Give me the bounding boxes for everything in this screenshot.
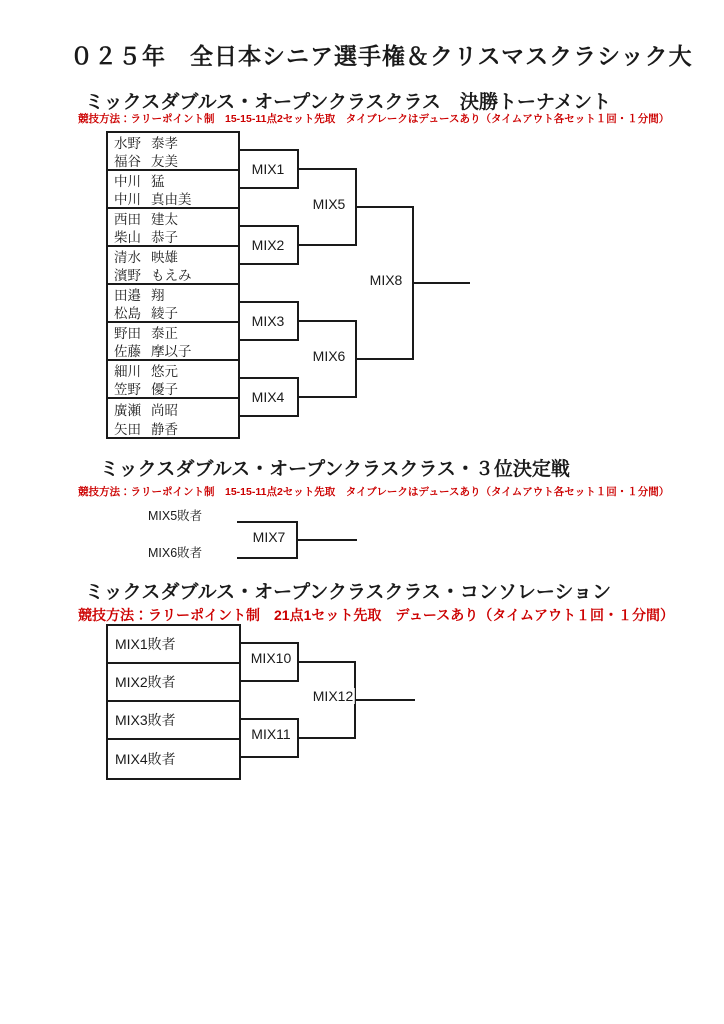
player-surname: 矢田	[114, 421, 141, 437]
player-row	[108, 247, 238, 265]
match-label-mix4: MIX4	[251, 389, 285, 405]
player-givenname: 泰正	[151, 326, 178, 341]
player-surname: 濱野	[114, 268, 141, 283]
consolation-entrant-4: MIX4敗者	[115, 751, 176, 767]
match-label-mix8: MIX8	[369, 272, 403, 288]
consolation-rules: 競技方法：ラリーポイント制 21点1セット先取 デュースあり（タイムアウト１回・１分間）	[78, 607, 674, 623]
player-surname: 福谷	[114, 154, 141, 169]
player-surname: 廣瀬	[114, 402, 141, 418]
player-row	[108, 341, 238, 359]
consolation-entrant-1: MIX1敗者	[108, 626, 239, 664]
player-row	[108, 361, 238, 379]
player-givenname: 真由美	[151, 192, 192, 207]
player-row	[108, 303, 238, 321]
player-surname: 松島	[114, 306, 141, 321]
third-place-entrant-2: MIX6敗者	[148, 546, 203, 560]
match-label-mix12: MIX12	[312, 688, 354, 704]
player-givenname: 友美	[151, 154, 178, 169]
player-row	[108, 323, 238, 341]
consolation-entrant-3: MIX3敗者	[108, 702, 239, 740]
player-row	[108, 265, 238, 283]
player-surname: 中川	[114, 192, 141, 207]
third-place-heading: ミックスダブルス・オープンクラスクラス・３位決定戦	[100, 459, 570, 480]
pair-cell-3	[108, 209, 238, 247]
match-label-mix10: MIX10	[250, 650, 292, 666]
page-title: ０２５年 全日本シニア選手権＆クリスマスクラシック大	[70, 43, 693, 69]
player-row	[108, 151, 238, 169]
player-row	[108, 285, 238, 303]
player-row	[108, 227, 238, 245]
player-givenname: 優子	[151, 382, 178, 397]
player-row	[108, 189, 238, 207]
player-row	[108, 209, 238, 227]
pair-cell-5	[108, 285, 238, 323]
pair-cell-6	[108, 323, 238, 361]
match-label-mix11: MIX11	[251, 726, 291, 742]
pair-cell-2	[108, 171, 238, 209]
pair-cell-7	[108, 361, 238, 399]
consolation-entry-table	[106, 624, 241, 780]
player-surname: 中川	[114, 174, 141, 189]
player-givenname: 翔	[151, 288, 165, 303]
player-row	[108, 379, 238, 397]
consolation-heading: ミックスダブルス・オープンクラスクラス・コンソレーション	[85, 582, 612, 603]
player-row	[108, 399, 238, 418]
match-label-mix2: MIX2	[251, 237, 285, 253]
consolation-entrant-2: MIX2敗者	[108, 664, 239, 702]
player-givenname: 映雄	[151, 250, 178, 265]
player-surname: 野田	[114, 326, 141, 341]
main-bracket-heading: ミックスダブルス・オープンクラスクラス 決勝トーナメント	[85, 92, 612, 113]
player-row	[108, 418, 238, 437]
player-givenname: 悠元	[151, 364, 178, 379]
player-row	[108, 133, 238, 151]
match-label-mix6: MIX6	[312, 348, 346, 364]
player-surname: 水野	[114, 136, 141, 151]
player-surname: 柴山	[114, 230, 141, 245]
main-bracket-rules: 競技方法：ラリーポイント制 15-15-11点2セット先取 タイブレークはデュースあり（タイムアウト各セット１回・１分間）	[78, 113, 670, 125]
player-givenname: 静香	[151, 421, 178, 437]
match-label-mix5: MIX5	[312, 196, 346, 212]
player-givenname: 恭子	[151, 230, 178, 245]
player-surname: 田邉	[114, 288, 141, 303]
player-surname: 細川	[114, 364, 141, 379]
player-surname: 佐藤	[114, 344, 141, 359]
player-givenname: 建太	[151, 212, 178, 227]
player-givenname: 摩以子	[151, 344, 192, 359]
pair-cell-4	[108, 247, 238, 285]
third-place-rules: 競技方法：ラリーポイント制 15-15-11点2セット先取 タイブレークはデュースあり（タイムアウト各セット１回・１分間）	[78, 486, 670, 498]
match-label-mix7: MIX7	[252, 529, 286, 545]
player-givenname: 猛	[151, 174, 165, 189]
match-label-mix3: MIX3	[251, 313, 285, 329]
player-surname: 清水	[114, 250, 141, 265]
third-place-entrant-1: MIX5敗者	[148, 509, 203, 523]
main-entry-table	[106, 131, 240, 439]
player-row	[108, 171, 238, 189]
pair-cell-8	[108, 399, 238, 437]
player-surname: 西田	[114, 212, 141, 227]
match-label-mix1: MIX1	[251, 161, 285, 177]
player-givenname: もえみ	[151, 268, 192, 283]
player-givenname: 綾子	[151, 306, 178, 321]
player-surname: 笠野	[114, 382, 141, 397]
player-givenname: 泰孝	[151, 136, 178, 151]
player-givenname: 尚昭	[151, 402, 178, 418]
pair-cell-1	[108, 133, 238, 171]
